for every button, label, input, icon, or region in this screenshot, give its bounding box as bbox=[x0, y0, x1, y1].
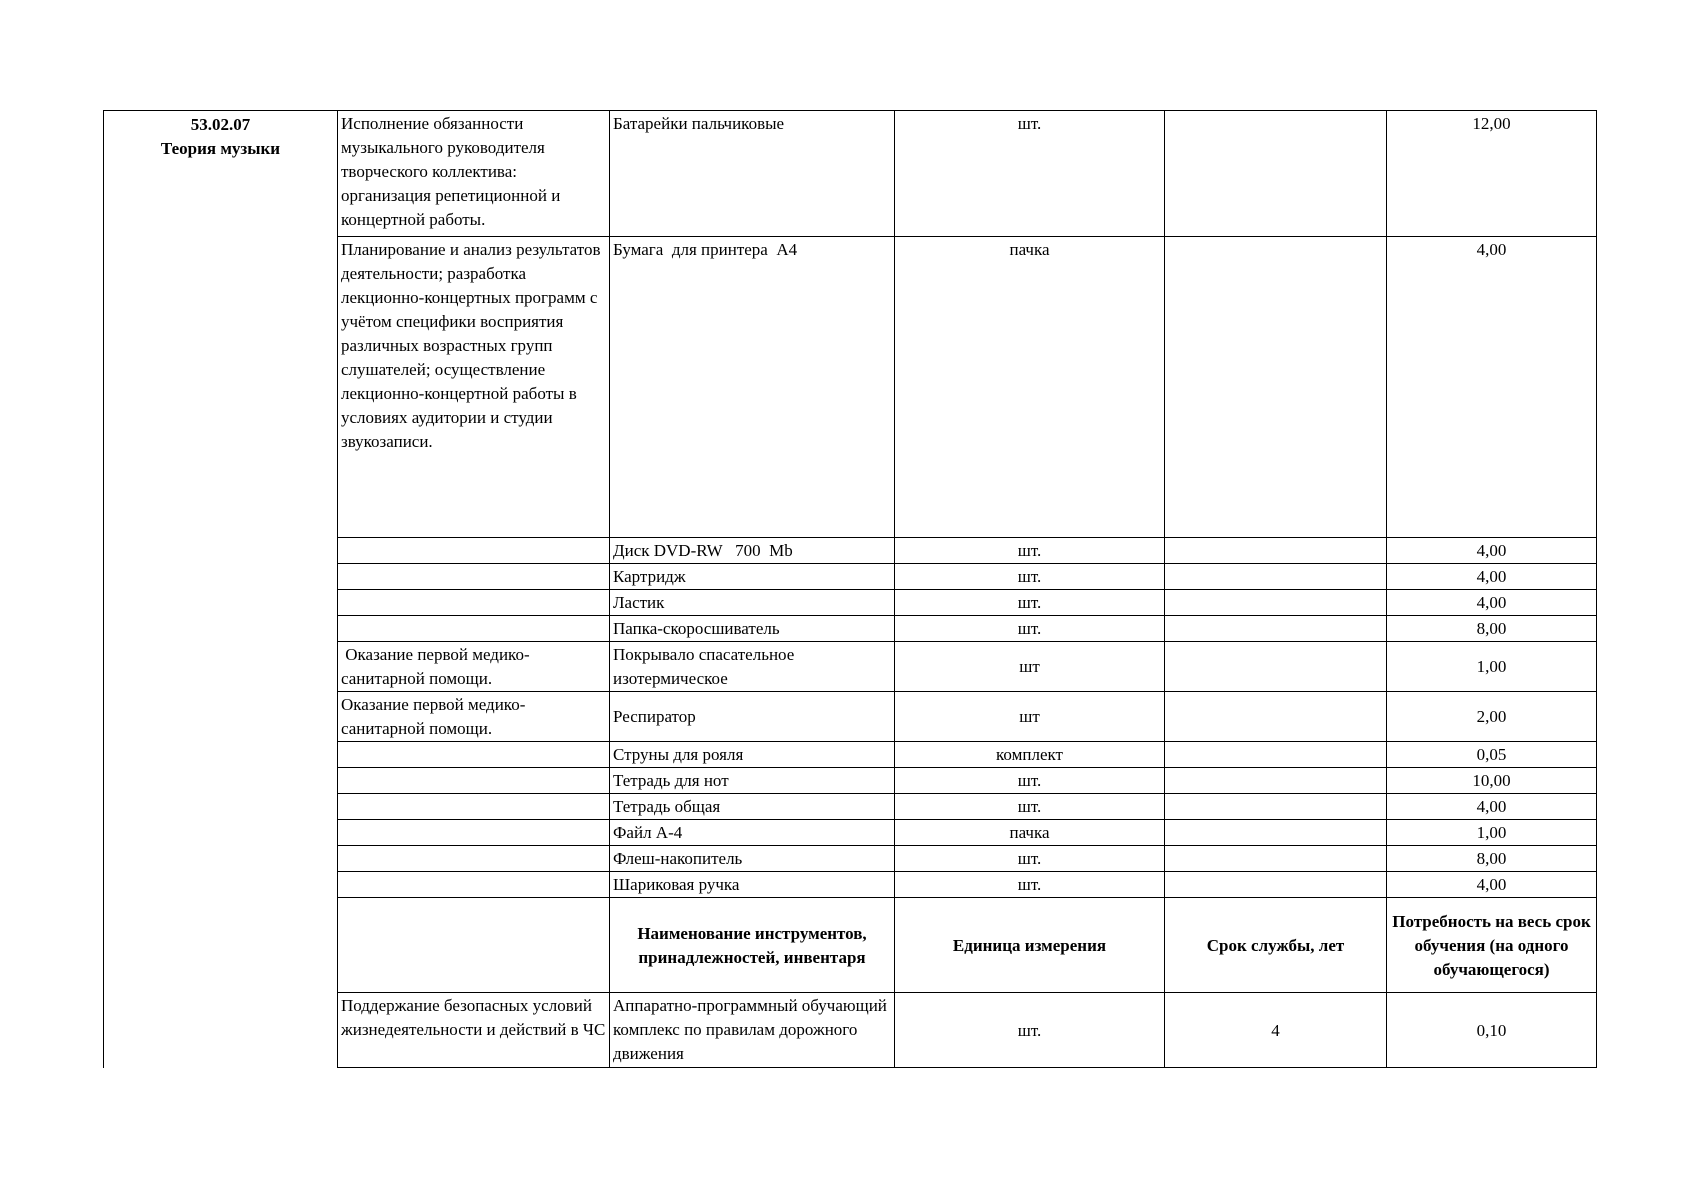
item-cell: Батарейки пальчиковые bbox=[610, 111, 895, 237]
table-row bbox=[104, 111, 1597, 237]
activity-cell bbox=[338, 872, 610, 898]
unit-cell: шт. bbox=[895, 538, 1165, 564]
qty-cell: 0,05 bbox=[1387, 742, 1597, 768]
unit-cell: шт. bbox=[895, 794, 1165, 820]
activity-cell bbox=[338, 768, 610, 794]
item-cell: Тетрадь общая bbox=[610, 794, 895, 820]
activity-cell bbox=[338, 590, 610, 616]
life-cell bbox=[1165, 820, 1387, 846]
unit-cell: шт. bbox=[895, 590, 1165, 616]
qty-cell: 1,00 bbox=[1387, 642, 1597, 692]
qty-cell: 0,10 bbox=[1387, 993, 1597, 1068]
item-cell: Бумага для принтера А4 bbox=[610, 237, 895, 538]
qty-cell: 4,00 bbox=[1387, 590, 1597, 616]
unit-cell: шт. bbox=[895, 846, 1165, 872]
life-cell bbox=[1165, 846, 1387, 872]
activity-cell bbox=[338, 616, 610, 642]
item-cell: Файл А-4 bbox=[610, 820, 895, 846]
life-cell bbox=[1165, 111, 1387, 237]
item-cell: Тетрадь для нот bbox=[610, 768, 895, 794]
item-cell: Флеш-накопитель bbox=[610, 846, 895, 872]
activity-cell bbox=[338, 538, 610, 564]
qty-cell: 4,00 bbox=[1387, 794, 1597, 820]
activity-cell bbox=[338, 820, 610, 846]
specialty-cell bbox=[104, 111, 338, 1068]
activity-cell: Планирование и анализ результатов деятельности; разработка лекционно-концертных программ с учётом специфики восприятия различных возрастных групп слушателей; осуществление лекционно-концертной работы в условиях аудитории и студии звукозаписи. bbox=[338, 237, 610, 538]
activity-cell: Поддержание безопасных условий жизнедеятельности и действий в ЧС bbox=[338, 993, 610, 1068]
unit-cell: пачка bbox=[895, 237, 1165, 538]
unit-cell: пачка bbox=[895, 820, 1165, 846]
header-item: Наименование инструментов, принадлежностей, инвентаря bbox=[610, 898, 895, 993]
life-cell bbox=[1165, 538, 1387, 564]
qty-cell: 4,00 bbox=[1387, 538, 1597, 564]
item-cell: Аппаратно-программный обучающий комплекс по правилам дорожного движения bbox=[610, 993, 895, 1068]
materials-table bbox=[103, 110, 1597, 1068]
item-cell: Покрывало спасательное изотермическое bbox=[610, 642, 895, 692]
life-cell bbox=[1165, 590, 1387, 616]
life-cell bbox=[1165, 692, 1387, 742]
header-life: Срок службы, лет bbox=[1165, 898, 1387, 993]
activity-cell bbox=[338, 742, 610, 768]
item-cell: Шариковая ручка bbox=[610, 872, 895, 898]
header-qty: Потребность на весь срок обучения (на одного обучающегося) bbox=[1387, 898, 1597, 993]
unit-cell: шт. bbox=[895, 111, 1165, 237]
unit-cell: комплект bbox=[895, 742, 1165, 768]
item-cell: Ластик bbox=[610, 590, 895, 616]
activity-cell: Оказание первой медико-санитарной помощи. bbox=[338, 692, 610, 742]
activity-cell bbox=[338, 564, 610, 590]
life-cell bbox=[1165, 872, 1387, 898]
header-unit: Единица измерения bbox=[895, 898, 1165, 993]
qty-cell: 8,00 bbox=[1387, 846, 1597, 872]
activity-cell bbox=[338, 794, 610, 820]
unit-cell: шт bbox=[895, 692, 1165, 742]
qty-cell: 4,00 bbox=[1387, 564, 1597, 590]
life-cell bbox=[1165, 742, 1387, 768]
qty-cell: 2,00 bbox=[1387, 692, 1597, 742]
life-cell: 4 bbox=[1165, 993, 1387, 1068]
item-cell: Папка-скоросшиватель bbox=[610, 616, 895, 642]
unit-cell: шт. bbox=[895, 564, 1165, 590]
life-cell bbox=[1165, 237, 1387, 538]
unit-cell: шт. bbox=[895, 993, 1165, 1068]
item-cell: Картридж bbox=[610, 564, 895, 590]
qty-cell: 10,00 bbox=[1387, 768, 1597, 794]
item-cell: Струны для рояля bbox=[610, 742, 895, 768]
specialty-code: 53.02.07 bbox=[190, 115, 251, 134]
activity-cell: Оказание первой медико-санитарной помощи. bbox=[338, 642, 610, 692]
unit-cell: шт. bbox=[895, 616, 1165, 642]
qty-cell: 4,00 bbox=[1387, 237, 1597, 538]
life-cell bbox=[1165, 616, 1387, 642]
unit-cell: шт bbox=[895, 642, 1165, 692]
qty-cell: 4,00 bbox=[1387, 872, 1597, 898]
activity-cell: Исполнение обязанности музыкального руководителя творческого коллектива: организация репетиционной и концертной работы. bbox=[338, 111, 610, 237]
item-cell: Диск DVD-RW 700 Mb bbox=[610, 538, 895, 564]
unit-cell: шт. bbox=[895, 872, 1165, 898]
item-cell: Респиратор bbox=[610, 692, 895, 742]
life-cell bbox=[1165, 642, 1387, 692]
life-cell bbox=[1165, 794, 1387, 820]
unit-cell: шт. bbox=[895, 768, 1165, 794]
life-cell bbox=[1165, 564, 1387, 590]
header-activity-cell bbox=[338, 898, 610, 993]
qty-cell: 1,00 bbox=[1387, 820, 1597, 846]
specialty-name: Теория музыки bbox=[160, 139, 281, 158]
qty-cell: 12,00 bbox=[1387, 111, 1597, 237]
activity-cell bbox=[338, 846, 610, 872]
qty-cell: 8,00 bbox=[1387, 616, 1597, 642]
life-cell bbox=[1165, 768, 1387, 794]
